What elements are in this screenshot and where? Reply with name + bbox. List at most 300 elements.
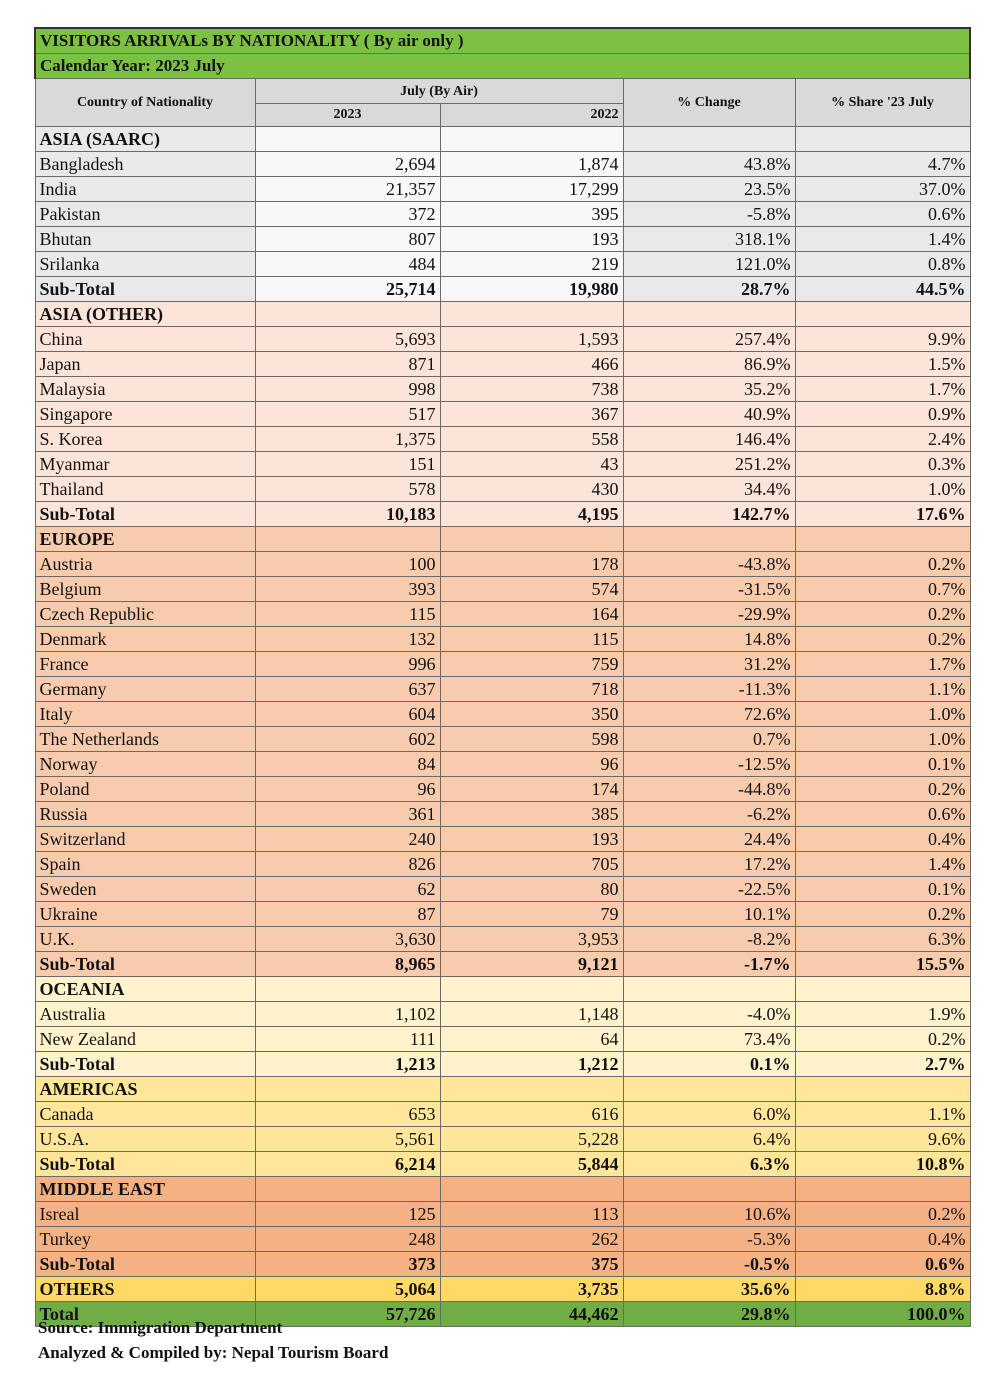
row-label: Sub-Total — [35, 1052, 255, 1077]
country-row — [35, 402, 970, 427]
row-value: 100.0% — [795, 1302, 970, 1327]
country-row — [35, 427, 970, 452]
country-row — [35, 827, 970, 852]
row-value: 8.8% — [795, 1277, 970, 1302]
row-value: 393 — [255, 577, 440, 602]
row-label: Australia — [35, 1002, 255, 1027]
row-label: Czech Republic — [35, 602, 255, 627]
row-label: Pakistan — [35, 202, 255, 227]
row-value: 251.2% — [623, 452, 795, 477]
row-value: 34.4% — [623, 477, 795, 502]
country-row — [35, 452, 970, 477]
row-value: 1.4% — [795, 852, 970, 877]
empty-cell — [623, 302, 795, 327]
country-row — [35, 152, 970, 177]
row-value: 142.7% — [623, 502, 795, 527]
section-title: OCEANIA — [35, 977, 255, 1002]
row-value: 87 — [255, 902, 440, 927]
row-value: 21,357 — [255, 177, 440, 202]
row-label: Switzerland — [35, 827, 255, 852]
row-value: 1.0% — [795, 702, 970, 727]
row-label: Srilanka — [35, 252, 255, 277]
row-value: 164 — [440, 602, 623, 627]
row-value: -1.7% — [623, 952, 795, 977]
row-value: 10.8% — [795, 1152, 970, 1177]
row-label: Belgium — [35, 577, 255, 602]
empty-cell — [795, 127, 970, 152]
country-row — [35, 1202, 970, 1227]
row-value: 17.2% — [623, 852, 795, 877]
row-value: 372 — [255, 202, 440, 227]
row-value: 132 — [255, 627, 440, 652]
row-value: 0.2% — [795, 602, 970, 627]
empty-cell — [440, 1077, 623, 1102]
row-value: 385 — [440, 802, 623, 827]
row-label: Total — [35, 1302, 255, 1327]
report-title: VISITORS ARRIVALs BY NATIONALITY ( By air only ) — [35, 28, 970, 54]
row-value: 9.6% — [795, 1127, 970, 1152]
empty-cell — [623, 1177, 795, 1202]
row-label: Germany — [35, 677, 255, 702]
row-value: -29.9% — [623, 602, 795, 627]
row-value: 0.2% — [795, 777, 970, 802]
row-value: 10.1% — [623, 902, 795, 927]
country-row — [35, 652, 970, 677]
row-label: The Netherlands — [35, 727, 255, 752]
header-change: % Change — [623, 79, 795, 127]
row-value: 0.2% — [795, 552, 970, 577]
row-label: Canada — [35, 1102, 255, 1127]
row-label: U.K. — [35, 927, 255, 952]
row-value: 35.2% — [623, 377, 795, 402]
row-value: 6,214 — [255, 1152, 440, 1177]
empty-cell — [440, 302, 623, 327]
row-value: 40.9% — [623, 402, 795, 427]
country-row — [35, 852, 970, 877]
row-value: 10.6% — [623, 1202, 795, 1227]
subtotal-row — [35, 1252, 970, 1277]
row-value: 44,462 — [440, 1302, 623, 1327]
country-row — [35, 477, 970, 502]
empty-cell — [255, 1177, 440, 1202]
row-value: 3,630 — [255, 927, 440, 952]
section-header-row — [35, 1077, 970, 1102]
row-value: 375 — [440, 1252, 623, 1277]
row-value: 262 — [440, 1227, 623, 1252]
row-value: 1,148 — [440, 1002, 623, 1027]
header-row-top — [35, 79, 970, 104]
row-label: Poland — [35, 777, 255, 802]
row-value: 430 — [440, 477, 623, 502]
row-value: 5,561 — [255, 1127, 440, 1152]
row-value: 517 — [255, 402, 440, 427]
row-value: 86.9% — [623, 352, 795, 377]
row-value: 1,874 — [440, 152, 623, 177]
row-value: 6.3% — [623, 1152, 795, 1177]
row-value: 350 — [440, 702, 623, 727]
row-label: Singapore — [35, 402, 255, 427]
row-value: 125 — [255, 1202, 440, 1227]
row-label: U.S.A. — [35, 1127, 255, 1152]
row-value: -0.5% — [623, 1252, 795, 1277]
row-value: 1,102 — [255, 1002, 440, 1027]
row-value: -8.2% — [623, 927, 795, 952]
country-row — [35, 1227, 970, 1252]
row-label: Sub-Total — [35, 277, 255, 302]
row-value: -44.8% — [623, 777, 795, 802]
row-value: 100 — [255, 552, 440, 577]
row-value: 1,593 — [440, 327, 623, 352]
arrivals-sheet — [34, 27, 969, 1327]
header-year-2023: 2023 — [255, 104, 440, 127]
country-row — [35, 202, 970, 227]
row-value: 193 — [440, 227, 623, 252]
row-value: 3,953 — [440, 927, 623, 952]
row-value: -31.5% — [623, 577, 795, 602]
row-value: 37.0% — [795, 177, 970, 202]
row-value: 111 — [255, 1027, 440, 1052]
row-value: 19,980 — [440, 277, 623, 302]
empty-cell — [255, 527, 440, 552]
row-label: Thailand — [35, 477, 255, 502]
country-row — [35, 352, 970, 377]
subtitle-row — [35, 54, 970, 79]
row-value: 10,183 — [255, 502, 440, 527]
row-label: S. Korea — [35, 427, 255, 452]
subtotal-row — [35, 1052, 970, 1077]
empty-cell — [440, 527, 623, 552]
row-value: 0.6% — [795, 202, 970, 227]
country-row — [35, 602, 970, 627]
row-value: 1.0% — [795, 477, 970, 502]
row-value: -4.0% — [623, 1002, 795, 1027]
country-row — [35, 1027, 970, 1052]
country-row — [35, 1102, 970, 1127]
row-value: 44.5% — [795, 277, 970, 302]
empty-cell — [440, 127, 623, 152]
row-value: 96 — [440, 752, 623, 777]
empty-cell — [795, 1077, 970, 1102]
empty-cell — [440, 977, 623, 1002]
row-label: Russia — [35, 802, 255, 827]
empty-cell — [255, 1077, 440, 1102]
country-row — [35, 227, 970, 252]
row-value: 57,726 — [255, 1302, 440, 1327]
empty-cell — [255, 127, 440, 152]
section-title: AMERICAS — [35, 1077, 255, 1102]
row-value: 637 — [255, 677, 440, 702]
row-label: Myanmar — [35, 452, 255, 477]
empty-cell — [795, 1177, 970, 1202]
row-label: Isreal — [35, 1202, 255, 1227]
row-value: 395 — [440, 202, 623, 227]
row-value: 73.4% — [623, 1027, 795, 1052]
row-value: 759 — [440, 652, 623, 677]
row-value: 0.9% — [795, 402, 970, 427]
row-value: 318.1% — [623, 227, 795, 252]
row-value: 23.5% — [623, 177, 795, 202]
empty-cell — [623, 127, 795, 152]
row-value: 248 — [255, 1227, 440, 1252]
row-value: 558 — [440, 427, 623, 452]
row-value: 257.4% — [623, 327, 795, 352]
row-value: 5,693 — [255, 327, 440, 352]
row-value: 598 — [440, 727, 623, 752]
country-row — [35, 177, 970, 202]
row-value: 826 — [255, 852, 440, 877]
empty-cell — [623, 1077, 795, 1102]
row-value: 8,965 — [255, 952, 440, 977]
row-value: 17,299 — [440, 177, 623, 202]
country-row — [35, 377, 970, 402]
row-value: 174 — [440, 777, 623, 802]
row-value: 0.2% — [795, 902, 970, 927]
header-share: % Share '23 July — [795, 79, 970, 127]
row-value: 9,121 — [440, 952, 623, 977]
row-value: 115 — [440, 627, 623, 652]
country-row — [35, 327, 970, 352]
section-header-row — [35, 977, 970, 1002]
row-value: 240 — [255, 827, 440, 852]
source-note: Source: Immigration Department — [38, 1318, 283, 1337]
country-row — [35, 752, 970, 777]
row-label: Norway — [35, 752, 255, 777]
row-value: 373 — [255, 1252, 440, 1277]
row-label: Bangladesh — [35, 152, 255, 177]
row-value: -5.8% — [623, 202, 795, 227]
section-header-row — [35, 302, 970, 327]
row-value: 113 — [440, 1202, 623, 1227]
section-title: EUROPE — [35, 527, 255, 552]
row-value: 466 — [440, 352, 623, 377]
row-value: 5,844 — [440, 1152, 623, 1177]
row-label: Sub-Total — [35, 1152, 255, 1177]
row-label: Bhutan — [35, 227, 255, 252]
empty-cell — [440, 1177, 623, 1202]
row-label: Ukraine — [35, 902, 255, 927]
country-row — [35, 727, 970, 752]
row-label: China — [35, 327, 255, 352]
row-value: 4.7% — [795, 152, 970, 177]
row-label: Sub-Total — [35, 952, 255, 977]
row-value: 9.9% — [795, 327, 970, 352]
country-row — [35, 877, 970, 902]
subtotal-row — [35, 502, 970, 527]
row-value: 0.6% — [795, 1252, 970, 1277]
row-value: 2.4% — [795, 427, 970, 452]
country-row — [35, 777, 970, 802]
row-value: 0.2% — [795, 1202, 970, 1227]
section-header-row — [35, 127, 970, 152]
section-header-row — [35, 527, 970, 552]
section-title: ASIA (OTHER) — [35, 302, 255, 327]
country-row — [35, 552, 970, 577]
row-value: 367 — [440, 402, 623, 427]
row-value: 604 — [255, 702, 440, 727]
row-value: 0.6% — [795, 802, 970, 827]
row-label: India — [35, 177, 255, 202]
row-value: 0.1% — [795, 752, 970, 777]
row-value: 24.4% — [623, 827, 795, 852]
compiled-note: Analyzed & Compiled by: Nepal Tourism Board — [38, 1343, 389, 1362]
row-value: 361 — [255, 802, 440, 827]
row-value: 0.7% — [795, 577, 970, 602]
row-value: 35.6% — [623, 1277, 795, 1302]
row-value: 5,228 — [440, 1127, 623, 1152]
row-value: 0.1% — [795, 877, 970, 902]
row-value: 5,064 — [255, 1277, 440, 1302]
row-value: 1.5% — [795, 352, 970, 377]
row-value: -6.2% — [623, 802, 795, 827]
row-label: Spain — [35, 852, 255, 877]
row-value: 193 — [440, 827, 623, 852]
row-value: 1.9% — [795, 1002, 970, 1027]
row-value: 616 — [440, 1102, 623, 1127]
empty-cell — [623, 977, 795, 1002]
section-title: ASIA (SAARC) — [35, 127, 255, 152]
row-value: 4,195 — [440, 502, 623, 527]
row-value: 146.4% — [623, 427, 795, 452]
subtotal-row — [35, 1152, 970, 1177]
row-label: Sweden — [35, 877, 255, 902]
row-value: 653 — [255, 1102, 440, 1127]
row-value: -11.3% — [623, 677, 795, 702]
row-value: 0.2% — [795, 627, 970, 652]
row-label: Japan — [35, 352, 255, 377]
row-value: 151 — [255, 452, 440, 477]
row-value: 578 — [255, 477, 440, 502]
row-value: 72.6% — [623, 702, 795, 727]
row-value: 6.0% — [623, 1102, 795, 1127]
row-label: Turkey — [35, 1227, 255, 1252]
row-label: Austria — [35, 552, 255, 577]
row-value: 574 — [440, 577, 623, 602]
header-year-2022: 2022 — [440, 104, 623, 127]
row-value: 0.8% — [795, 252, 970, 277]
row-label: Malaysia — [35, 377, 255, 402]
row-value: 96 — [255, 777, 440, 802]
row-label: OTHERS — [35, 1277, 255, 1302]
row-value: 1.1% — [795, 677, 970, 702]
row-value: 871 — [255, 352, 440, 377]
row-value: 6.3% — [795, 927, 970, 952]
row-value: 1.7% — [795, 377, 970, 402]
country-row — [35, 927, 970, 952]
report-period: Calendar Year: 2023 July — [35, 54, 970, 79]
row-value: 84 — [255, 752, 440, 777]
section-header-row — [35, 1177, 970, 1202]
country-row — [35, 802, 970, 827]
row-value: 121.0% — [623, 252, 795, 277]
row-label: New Zealand — [35, 1027, 255, 1052]
row-value: 0.2% — [795, 1027, 970, 1052]
section-title: MIDDLE EAST — [35, 1177, 255, 1202]
country-row — [35, 252, 970, 277]
row-value: 1.4% — [795, 227, 970, 252]
row-value: 15.5% — [795, 952, 970, 977]
row-value: 807 — [255, 227, 440, 252]
row-value: 1.0% — [795, 727, 970, 752]
row-value: 2.7% — [795, 1052, 970, 1077]
row-value: 705 — [440, 852, 623, 877]
arrivals-table — [34, 27, 971, 1327]
row-value: -43.8% — [623, 552, 795, 577]
row-value: 1,375 — [255, 427, 440, 452]
row-value: 718 — [440, 677, 623, 702]
empty-cell — [623, 527, 795, 552]
row-value: 1.1% — [795, 1102, 970, 1127]
header-country: Country of Nationality — [35, 79, 255, 127]
row-value: 1,213 — [255, 1052, 440, 1077]
row-value: 738 — [440, 377, 623, 402]
row-value: 602 — [255, 727, 440, 752]
row-value: -22.5% — [623, 877, 795, 902]
title-row — [35, 28, 970, 54]
country-row — [35, 702, 970, 727]
row-value: 1.7% — [795, 652, 970, 677]
row-value: 0.1% — [623, 1052, 795, 1077]
row-value: 1,212 — [440, 1052, 623, 1077]
row-value: 17.6% — [795, 502, 970, 527]
row-value: 14.8% — [623, 627, 795, 652]
empty-cell — [795, 527, 970, 552]
row-value: 43.8% — [623, 152, 795, 177]
row-label: Italy — [35, 702, 255, 727]
country-row — [35, 577, 970, 602]
others-row — [35, 1277, 970, 1302]
row-value: 62 — [255, 877, 440, 902]
country-row — [35, 902, 970, 927]
row-value: 6.4% — [623, 1127, 795, 1152]
row-label: Denmark — [35, 627, 255, 652]
empty-cell — [795, 977, 970, 1002]
row-value: 31.2% — [623, 652, 795, 677]
subtotal-row — [35, 277, 970, 302]
row-value: 219 — [440, 252, 623, 277]
country-row — [35, 627, 970, 652]
header-period: July (By Air) — [255, 79, 623, 104]
row-label: Sub-Total — [35, 1252, 255, 1277]
row-value: 115 — [255, 602, 440, 627]
row-value: 25,714 — [255, 277, 440, 302]
empty-cell — [255, 977, 440, 1002]
row-value: 28.7% — [623, 277, 795, 302]
country-row — [35, 1002, 970, 1027]
row-value: 0.4% — [795, 827, 970, 852]
row-value: 998 — [255, 377, 440, 402]
row-value: 178 — [440, 552, 623, 577]
country-row — [35, 1127, 970, 1152]
row-value: 3,735 — [440, 1277, 623, 1302]
country-row — [35, 677, 970, 702]
row-value: -12.5% — [623, 752, 795, 777]
row-value: 0.4% — [795, 1227, 970, 1252]
row-value: 79 — [440, 902, 623, 927]
row-value: 64 — [440, 1027, 623, 1052]
row-value: 996 — [255, 652, 440, 677]
row-value: 484 — [255, 252, 440, 277]
row-value: 0.7% — [623, 727, 795, 752]
row-value: 2,694 — [255, 152, 440, 177]
subtotal-row — [35, 952, 970, 977]
row-label: Sub-Total — [35, 502, 255, 527]
row-value: 0.3% — [795, 452, 970, 477]
row-value: 29.8% — [623, 1302, 795, 1327]
row-value: 80 — [440, 877, 623, 902]
row-value: -5.3% — [623, 1227, 795, 1252]
row-label: France — [35, 652, 255, 677]
row-value: 43 — [440, 452, 623, 477]
